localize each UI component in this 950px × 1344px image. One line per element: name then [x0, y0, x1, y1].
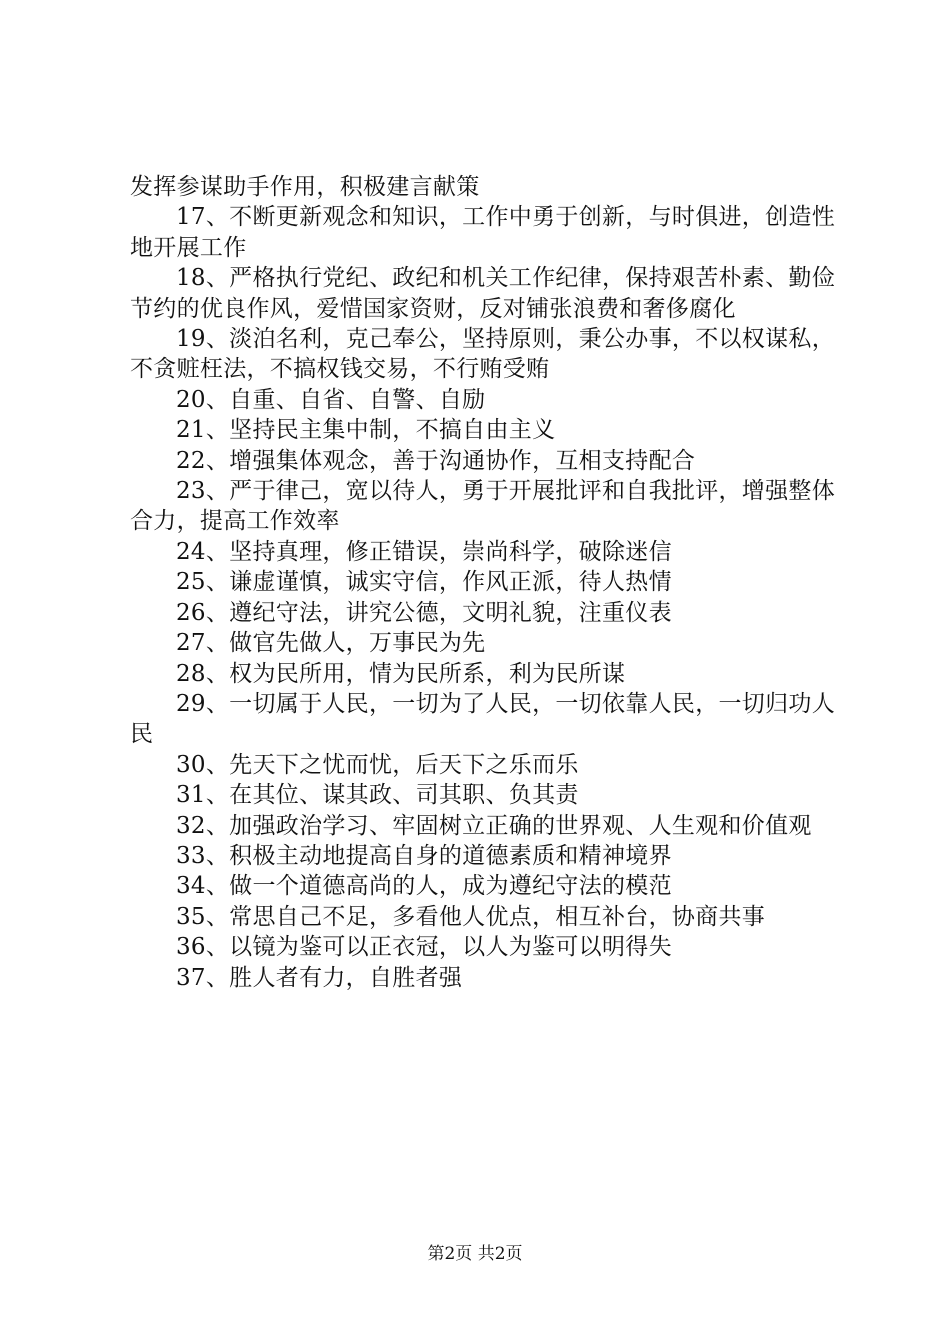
paragraph-item-35: 35、常思自己不足，多看他人优点，相互补台，协商共事	[176, 903, 766, 930]
paragraph-item-32: 32、加强政治学习、牢固树立正确的世界观、人生观和价值观	[176, 812, 812, 839]
paragraph-item-22: 22、增强集体观念，善于沟通协作，互相支持配合	[176, 447, 696, 474]
document-body	[130, 172, 835, 993]
paragraph-item-25: 25、谦虚谨慎，诚实守信，作风正派，待人热情	[176, 569, 672, 596]
paragraph-item-20: 20、自重、自省、自警、自励	[176, 386, 486, 413]
paragraph-item-30: 30、先天下之忧而忧，后天下之乐而乐	[176, 751, 579, 778]
paragraph-item-23: 23、严于律己，宽以待人，勇于开展批评和自我批评，增强整体合力，提高工作效率	[130, 478, 835, 535]
paragraph-item-36: 36、以镜为鉴可以正衣冠，以人为鉴可以明得失	[176, 934, 672, 961]
paragraph-item-24: 24、坚持真理，修正错误，崇尚科学，破除迷信	[176, 538, 672, 565]
paragraph-item-29: 29、一切属于人民，一切为了人民，一切依靠人民，一切归功人民	[130, 690, 835, 748]
paragraph-item-31: 31、在其位、谋其政、司其职、负其责	[176, 782, 579, 809]
paragraph-item-21: 21、坚持民主集中制，不搞自由主义	[176, 417, 556, 444]
paragraph-item-26: 26、遵纪守法，讲究公德，文明礼貌，注重仪表	[176, 599, 672, 626]
paragraph-item-37: 37、胜人者有力，自胜者强	[176, 964, 463, 991]
paragraph-continued: 发挥参谋助手作用，积极建言献策	[130, 174, 480, 200]
paragraph-item-33: 33、积极主动地提高自身的道德素质和精神境界	[176, 842, 672, 869]
paragraph-item-28: 28、权为民所用，情为民所系，利为民所谋	[176, 660, 626, 687]
paragraph-item-17: 17、不断更新观念和知识，工作中勇于创新，与时俱进，创造性地开展工作	[130, 204, 835, 261]
paragraph-item-18: 18、严格执行党纪、政纪和机关工作纪律，保持艰苦朴素、勤俭节约的优良作风，爱惜国家资财，反对铺张浪费和奢侈腐化	[130, 265, 835, 322]
paragraph-item-19: 19、淡泊名利，克己奉公，坚持原则，秉公办事，不以权谋私，不贪赃枉法，不搞权钱交易，不行贿受贿	[130, 326, 835, 383]
page-footer: 第2页 共2页	[427, 1244, 523, 1264]
paragraph-item-27: 27、做官先做人，万事民为先	[176, 630, 486, 657]
paragraph-item-34: 34、做一个道德高尚的人，成为遵纪守法的模范	[176, 873, 672, 900]
